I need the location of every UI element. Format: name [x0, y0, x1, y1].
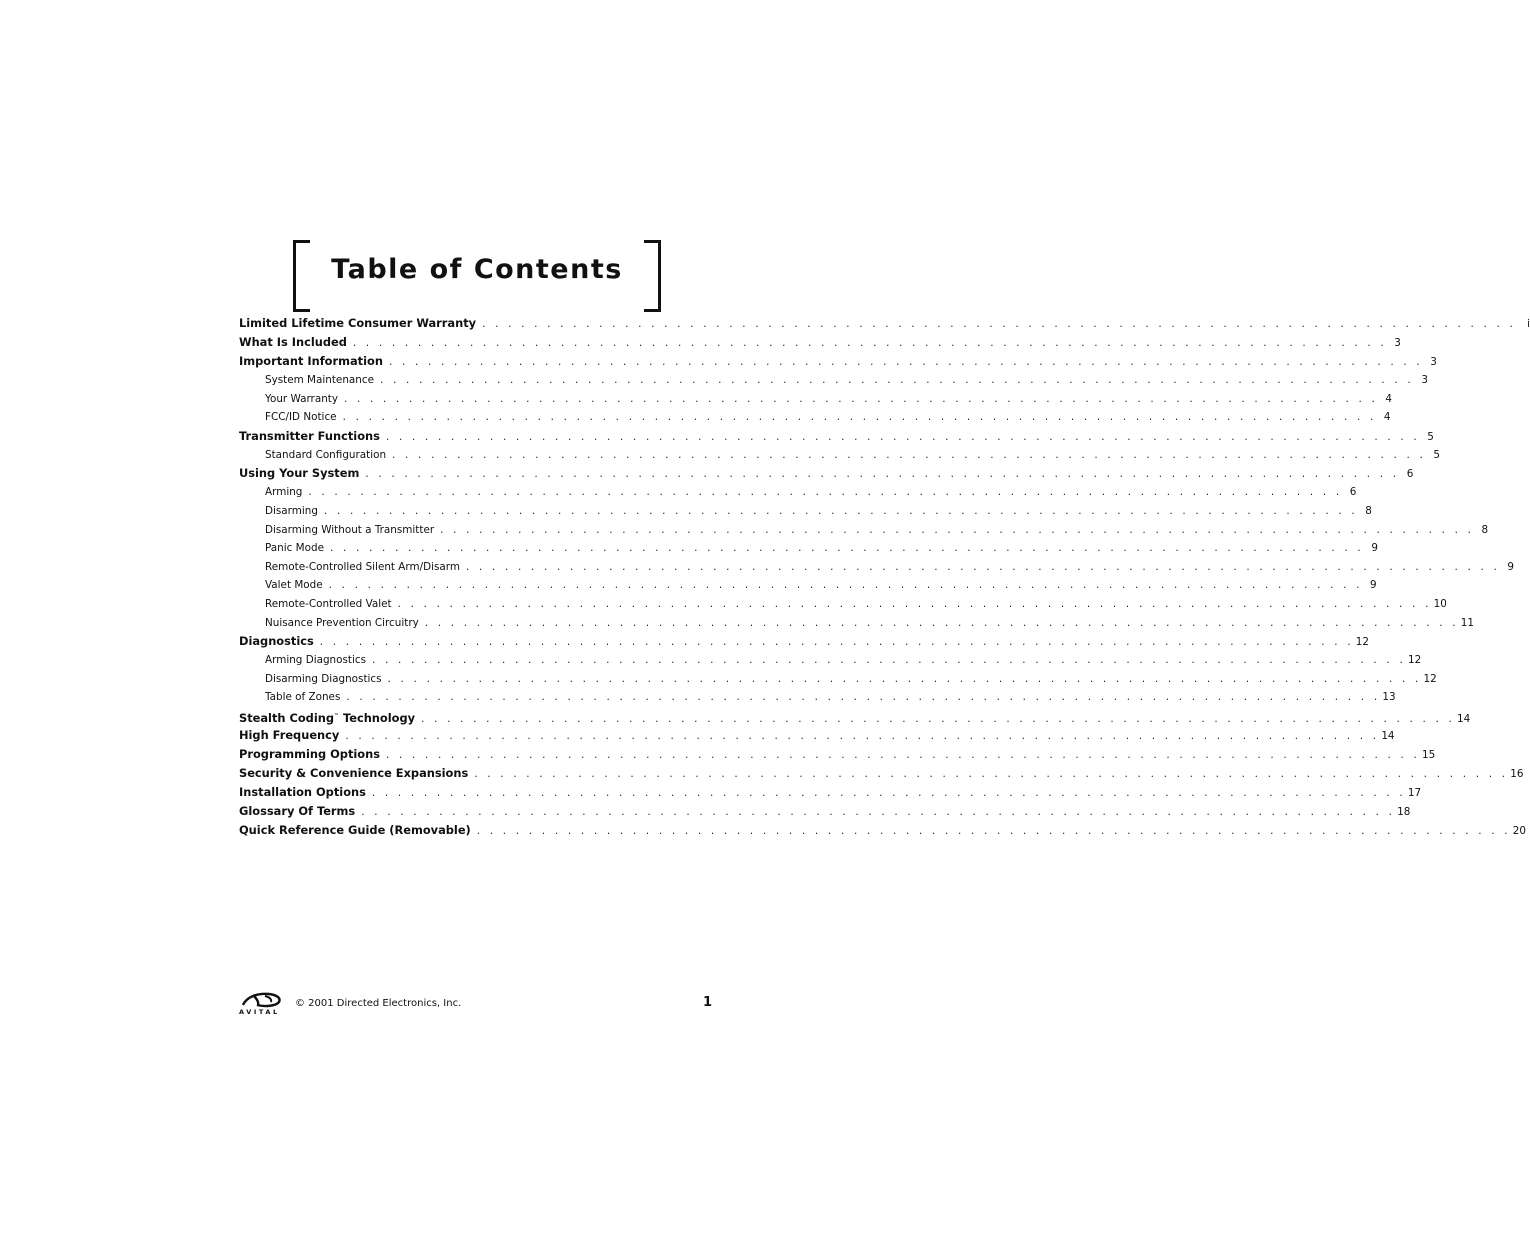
toc-entry-title: Using Your System — [239, 466, 360, 481]
toc-entry-title: Glossary Of Terms — [239, 803, 356, 818]
toc-entry — [239, 726, 1395, 745]
toc-entry — [239, 802, 1411, 821]
toc-entry — [239, 783, 1422, 802]
dot-leader: . . . . . . . . . . . . . . . . . . . . . . . . . . . . . . . . . . . . . . . . . . . . . . . . . . . . . . . . . . . . . . . . . . . . . . . . . . . . . . . . — [385, 430, 1420, 443]
toc-entry-label — [239, 352, 389, 371]
dot-leader: . . . . . . . . . . . . . . . . . . . . . . . . . . . . . . . . . . . . . . . . . . . . . . . . . . . . . . . . . . . . . . . . . . . . . . . . . . . . . . . . — [352, 337, 1387, 349]
toc-entry — [239, 427, 1434, 446]
dot-leader: . . . . . . . . . . . . . . . . . . . . . . . . . . . . . . . . . . . . . . . . . . . . . . . . . . . . . . . . . . . . . . . . . . . . . . . . . . . . . . . . — [329, 542, 1364, 555]
toc-entry-page: 20 — [1512, 824, 1526, 837]
toc-entry-title: Table of Zones — [265, 691, 341, 704]
dot-leader: . . . . . . . . . . . . . . . . . . . . . . . . . . . . . . . . . . . . . . . . . . . . . . . . . . . . . . . . . . . . . . . . . . . . . . . . . . . . . . . . — [308, 486, 1343, 499]
toc-entry-title-suffix: Technology — [339, 710, 416, 725]
toc-entry-page: 10 — [1433, 597, 1447, 610]
toc-entry-title: Remote-Controlled Silent Arm/Disarm — [265, 560, 461, 573]
logo-wordmark: AVITAL — [239, 1008, 280, 1016]
toc-entry — [239, 670, 1437, 689]
toc-entry — [239, 688, 1396, 707]
toc-entry — [239, 390, 1392, 409]
toc-entry-label — [239, 464, 365, 483]
toc-entry — [239, 352, 1437, 371]
toc-entry-label — [265, 408, 343, 427]
copyright-notice: © 2001 Directed Electronics, Inc. — [295, 998, 462, 1009]
toc-entry-label — [265, 483, 308, 502]
toc-entry-label — [239, 314, 482, 333]
toc-entry-title: Diagnostics — [239, 634, 314, 649]
toc-entry — [239, 576, 1377, 595]
avital-logo-icon — [239, 992, 285, 1008]
toc-entry-title: High Frequency — [239, 727, 340, 742]
toc-entry-title: Your Warranty — [265, 392, 338, 405]
toc-entry-label — [239, 821, 477, 840]
toc-entry — [239, 371, 1428, 390]
toc-entry — [239, 614, 1474, 633]
dot-leader: . . . . . . . . . . . . . . . . . . . . . . . . . . . . . . . . . . . . . . . . . . . . . . . . . . . . . . . . . . . . . . . . . . . . . . . . . . . . . . . . — [388, 356, 1423, 368]
toc-entry-label — [265, 371, 380, 390]
toc-entry — [239, 764, 1524, 783]
toc-entry-label — [265, 614, 425, 633]
toc-entry — [239, 539, 1378, 558]
toc-entry — [239, 333, 1401, 352]
toc-entry-title: Quick Reference Guide (Removable) — [239, 822, 471, 837]
toc-entry-title: Security & Convenience Expansions — [239, 765, 469, 780]
toc-entry-page: 4 — [1385, 392, 1392, 405]
toc-entry-label — [265, 576, 329, 595]
toc-entry-page: i — [1527, 318, 1530, 330]
dot-leader: . . . . . . . . . . . . . . . . . . . . . . . . . . . . . . . . . . . . . . . . . . . . . . . . . . . . . . . . . . . . . . . . . . . . . . . . . . . . . . . . — [466, 560, 1500, 573]
dot-leader: . . . . . . . . . . . . . . . . . . . . . . . . . . . . . . . . . . . . . . . . . . . . . . . . . . . . . . . . . . . . . . . . . . . . . . . . . . . . . . . . — [371, 654, 1406, 667]
toc-entry-title: Stealth Coding — [239, 710, 334, 725]
toc-entry-label — [265, 670, 388, 689]
toc-entry-label — [239, 764, 474, 783]
dot-leader: . . . . . . . . . . . . . . . . . . . . . . . . . . . . . . . . . . . . . . . . . . . . . . . . . . . . . . . . . . . . . . . . . . . . . . . . . . . . . . . . — [345, 729, 1380, 742]
dot-leader: . . . . . . . . . . . . . . . . . . . . . . . . . . . . . . . . . . . . . . . . . . . . . . . . . . . . . . . . . . . . . . . . . . . . . . . . . . . . . . . . — [342, 411, 1377, 424]
toc-entry-title: Disarming — [265, 504, 318, 517]
table-of-contents — [239, 314, 1530, 840]
toc-entry-page: 12 — [1355, 636, 1369, 649]
toc-entry-label — [239, 333, 353, 352]
toc-entry-label — [265, 595, 398, 614]
toc-entry-page: 14 — [1457, 712, 1471, 725]
toc-entry-page: 8 — [1481, 523, 1489, 536]
toc-entry-title: What Is Included — [239, 335, 347, 349]
dot-leader: . . . . . . . . . . . . . . . . . . . . . . . . . . . . . . . . . . . . . . . . . . . . . . . . . . . . . . . . . . . . . . . . . . . . . . . . . . . . . . . . — [397, 597, 1432, 610]
toc-entry-page: 9 — [1507, 560, 1514, 573]
dot-leader: . . . . . . . . . . . . . . . . . . . . . . . . . . . . . . . . . . . . . . . . . . . . . . . . . . . . . . . . . . . . . . . . . . . . . . . . . . . . . . . . — [319, 636, 1354, 649]
page-number: 1 — [702, 995, 712, 1010]
toc-entry-page: 17 — [1407, 786, 1422, 799]
toc-entry-page: 16 — [1510, 767, 1524, 780]
toc-entry — [239, 632, 1369, 651]
toc-entry-label — [265, 521, 440, 540]
toc-entry-title: Nuisance Prevention Circuitry — [265, 616, 419, 629]
toc-entry-page: 15 — [1422, 748, 1436, 761]
toc-entry-page: 6 — [1349, 486, 1357, 499]
toc-entry-title: Remote-Controlled Valet — [265, 597, 392, 610]
toc-entry — [239, 521, 1489, 540]
dot-leader: . . . . . . . . . . . . . . . . . . . . . . . . . . . . . . . . . . . . . . . . . . . . . . . . . . . . . . . . . . . . . . . . . . . . . . . . . . . . . . . . — [387, 672, 1422, 685]
dot-leader: . . . . . . . . . . . . . . . . . . . . . . . . . . . . . . . . . . . . . . . . . . . . . . . . . . . . . . . . . . . . . . . . . . . . . . . . . . . . . . . . — [379, 374, 1414, 386]
toc-entry-label — [265, 539, 330, 558]
trademark-mark: ™ — [334, 712, 339, 719]
dot-leader: . . . . . . . . . . . . . . . . . . . . . . . . . . . . . . . . . . . . . . . . . . . . . . . . . . . . . . . . . . . . . . . . . . . . . . . . . . . . . . . . — [440, 523, 1475, 536]
toc-entry — [239, 483, 1357, 502]
toc-entry-page: 8 — [1365, 504, 1372, 517]
toc-entry-label — [239, 745, 386, 764]
toc-entry-label — [239, 427, 386, 446]
dot-leader: . . . . . . . . . . . . . . . . . . . . . . . . . . . . . . . . . . . . . . . . . . . . . . . . . . . . . . . . . . . . . . . . . . . . . . . . . . . . . . . . — [392, 448, 1427, 461]
toc-entry-title: Programming Options — [239, 746, 381, 761]
toc-entry-label — [265, 558, 466, 577]
toc-entry-title: Transmitter Functions — [239, 428, 380, 443]
toc-entry-title: FCC/ID Notice — [265, 411, 337, 424]
toc-entry-title: Panic Mode — [265, 542, 324, 555]
toc-entry-title: Disarming Without a Transmitter — [265, 523, 435, 536]
dot-leader: . . . . . . . . . . . . . . . . . . . . . . . . . . . . . . . . . . . . . . . . . . . . . . . . . . . . . . . . . . . . . . . . . . . . . . . . . . . . . . . . — [371, 786, 1406, 799]
toc-entry — [239, 651, 1422, 670]
toc-entry-title: Important Information — [239, 354, 383, 368]
toc-entry-label — [239, 632, 320, 651]
toc-entry-title: Arming Diagnostics — [265, 654, 366, 667]
toc-entry-page: 3 — [1394, 337, 1401, 349]
toc-entry-label — [265, 651, 372, 670]
toc-entry-page: 18 — [1397, 805, 1411, 818]
dot-leader: . . . . . . . . . . . . . . . . . . . . . . . . . . . . . . . . . . . . . . . . . . . . . . . . . . . . . . . . . . . . . . . . . . . . . . . . . . . . . . . . — [482, 318, 1517, 330]
dot-leader: . . . . . . . . . . . . . . . . . . . . . . . . . . . . . . . . . . . . . . . . . . . . . . . . . . . . . . . . . . . . . . . . . . . . . . . . . . . . . . . . — [365, 468, 1400, 481]
toc-entry — [239, 446, 1441, 465]
toc-entry-page: 6 — [1406, 468, 1414, 481]
toc-entry-label — [239, 726, 345, 745]
toc-entry — [239, 595, 1447, 614]
toc-entry-page: 9 — [1369, 579, 1377, 592]
dot-leader: . . . . . . . . . . . . . . . . . . . . . . . . . . . . . . . . . . . . . . . . . . . . . . . . . . . . . . . . . . . . . . . . . . . . . . . . . . . . . . . . — [346, 691, 1381, 704]
toc-entry-title: Installation Options — [239, 784, 366, 799]
dot-leader: . . . . . . . . . . . . . . . . . . . . . . . . . . . . . . . . . . . . . . . . . . . . . . . . . . . . . . . . . . . . . . . . . . . . . . . . . . . . . . . . — [328, 579, 1363, 592]
page-title: Table of Contents — [331, 254, 623, 285]
dot-leader: . . . . . . . . . . . . . . . . . . . . . . . . . . . . . . . . . . . . . . . . . . . . . . . . . . . . . . . . . . . . . . . . . . . . . . . . . . . . . . . . — [323, 504, 1358, 517]
toc-entry-label — [239, 783, 372, 802]
toc-entry-title: Limited Lifetime Consumer Warranty — [239, 316, 477, 330]
toc-entry-page: 3 — [1421, 374, 1428, 386]
toc-entry — [239, 707, 1471, 726]
toc-entry-label — [265, 390, 344, 409]
toc-entry-page: 14 — [1381, 729, 1395, 742]
toc-entry-page: 3 — [1430, 356, 1437, 368]
toc-entry — [239, 558, 1514, 577]
toc-entry — [239, 314, 1530, 333]
toc-entry-page: 5 — [1427, 430, 1434, 443]
toc-entry-page: 12 — [1423, 672, 1437, 685]
dot-leader: . . . . . . . . . . . . . . . . . . . . . . . . . . . . . . . . . . . . . . . . . . . . . . . . . . . . . . . . . . . . . . . . . . . . . . . . . . . . . . . . — [386, 748, 1420, 761]
toc-entry-page: 12 — [1407, 654, 1422, 667]
toc-entry-title: Valet Mode — [265, 579, 323, 592]
toc-entry-title: System Maintenance — [265, 374, 374, 386]
title-block — [293, 240, 661, 310]
toc-entry — [239, 502, 1372, 521]
toc-entry-page: 9 — [1371, 542, 1378, 555]
toc-entry-label — [265, 446, 392, 465]
toc-entry-page: 13 — [1382, 691, 1396, 704]
toc-entry — [239, 464, 1414, 483]
toc-entry-page: 11 — [1460, 616, 1474, 629]
toc-entry — [239, 745, 1436, 764]
dot-leader: . . . . . . . . . . . . . . . . . . . . . . . . . . . . . . . . . . . . . . . . . . . . . . . . . . . . . . . . . . . . . . . . . . . . . . . . . . . . . . . . — [361, 805, 1396, 818]
avital-logo — [239, 992, 285, 1018]
toc-entry-label — [239, 707, 421, 728]
toc-entry-title: Standard Configuration — [265, 448, 387, 461]
dot-leader: . . . . . . . . . . . . . . . . . . . . . . . . . . . . . . . . . . . . . . . . . . . . . . . . . . . . . . . . . . . . . . . . . . . . . . . . . . . . . . . . — [474, 767, 1509, 780]
toc-entry-label — [265, 688, 346, 707]
dot-leader: . . . . . . . . . . . . . . . . . . . . . . . . . . . . . . . . . . . . . . . . . . . . . . . . . . . . . . . . . . . . . . . . . . . . . . . . . . . . . . . . — [476, 824, 1511, 837]
toc-entry-page: 4 — [1383, 411, 1391, 424]
toc-entry-title: Disarming Diagnostics — [265, 672, 382, 685]
dot-leader: . . . . . . . . . . . . . . . . . . . . . . . . . . . . . . . . . . . . . . . . . . . . . . . . . . . . . . . . . . . . . . . . . . . . . . . . . . . . . . . . — [424, 616, 1459, 629]
dot-leader: . . . . . . . . . . . . . . . . . . . . . . . . . . . . . . . . . . . . . . . . . . . . . . . . . . . . . . . . . . . . . . . . . . . . . . . . . . . . . . . . — [344, 392, 1378, 405]
toc-entry-page: 5 — [1433, 448, 1441, 461]
page-footer — [239, 992, 714, 1022]
toc-entry-title: Arming — [265, 486, 303, 499]
dot-leader: . . . . . . . . . . . . . . . . . . . . . . . . . . . . . . . . . . . . . . . . . . . . . . . . . . . . . . . . . . . . . . . . . . . . . . . . . . . . . . . . — [421, 712, 1456, 725]
toc-entry — [239, 408, 1391, 427]
toc-entry — [239, 821, 1526, 840]
toc-entry-label — [239, 802, 361, 821]
toc-entry-label — [265, 502, 324, 521]
